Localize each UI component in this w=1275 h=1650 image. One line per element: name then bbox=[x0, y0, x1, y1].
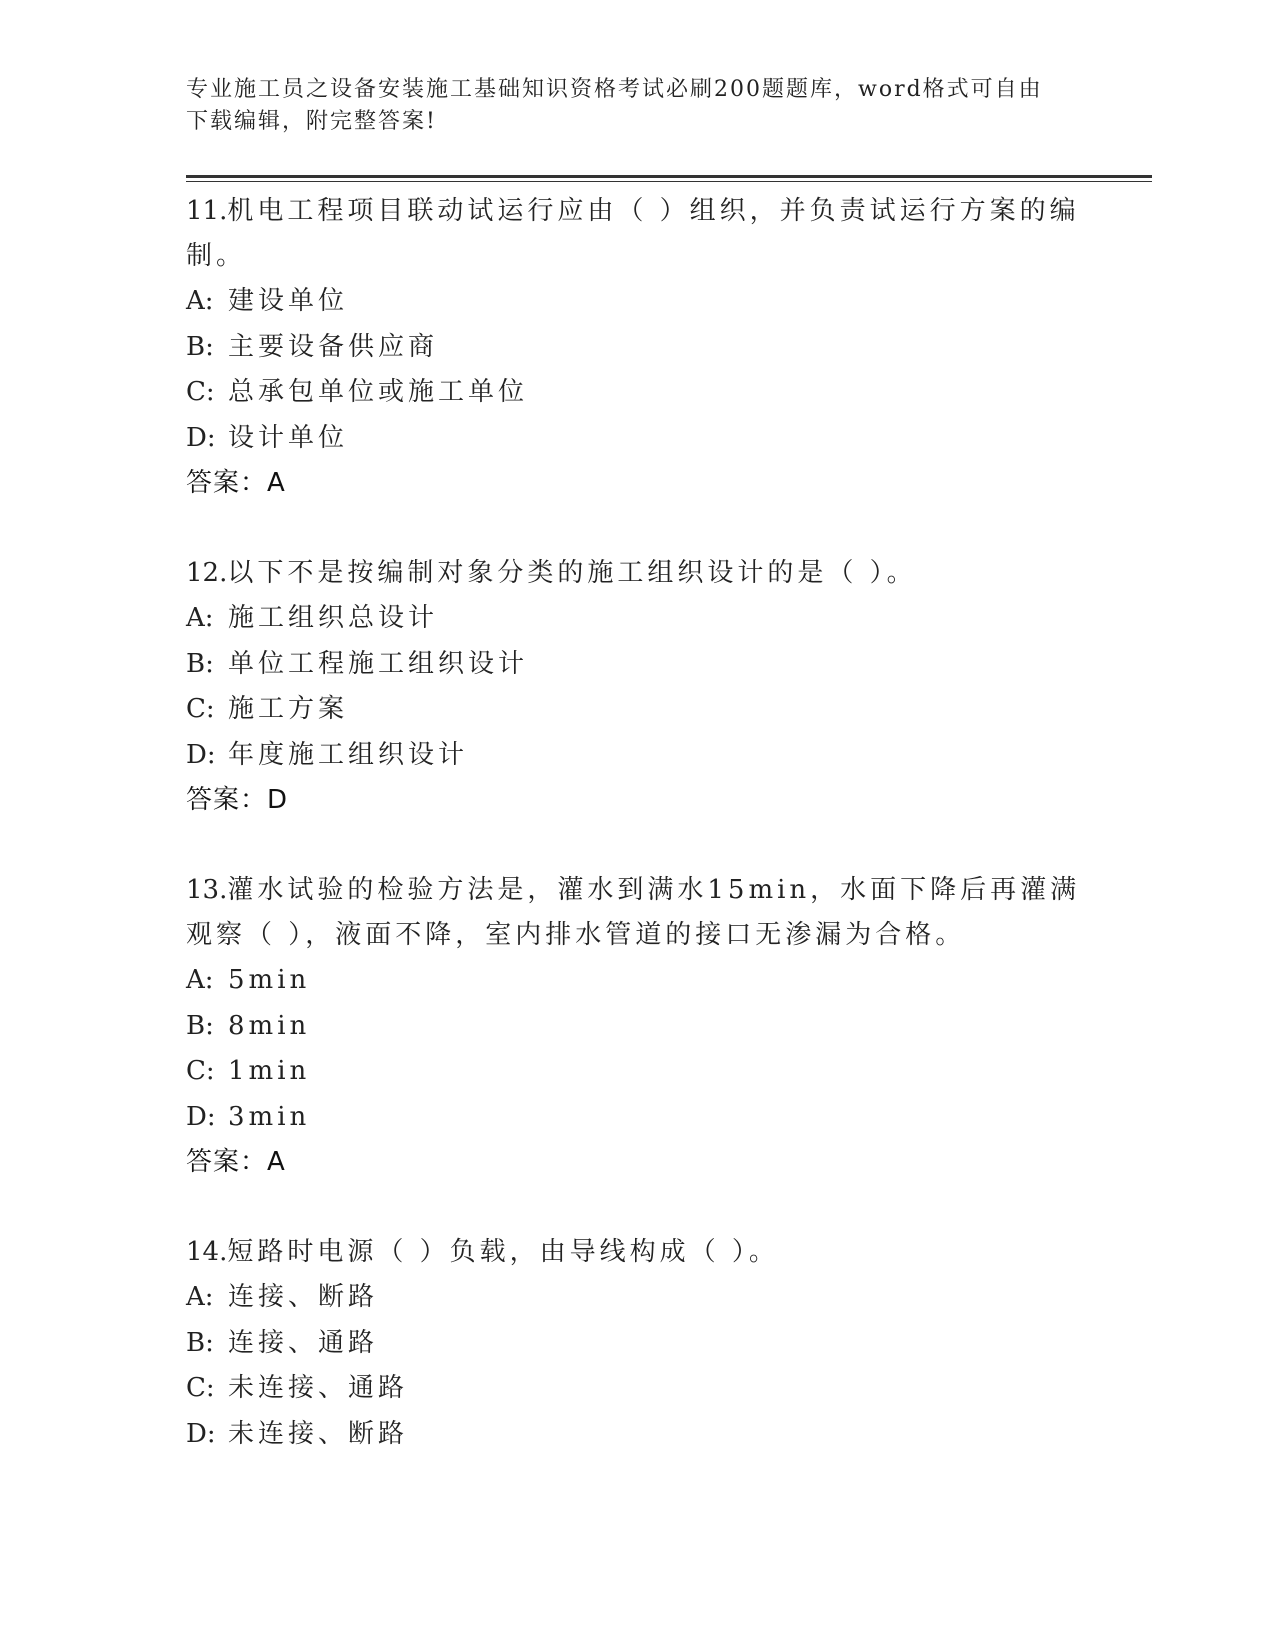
question-text: 以下不是按编制对象分类的施工组织设计的是（ ）。 bbox=[227, 558, 917, 588]
option-text: 施工组织总设计 bbox=[228, 603, 439, 633]
option-d bbox=[186, 1412, 1086, 1458]
option-key: B: bbox=[186, 331, 214, 362]
option-text: 未连接、断路 bbox=[228, 1418, 409, 1449]
option-text: 总承包单位或施工单位 bbox=[228, 377, 529, 407]
option-c bbox=[186, 1366, 1086, 1412]
document-header: 专业施工员之设备安装施工基础知识资格考试必刷200题题库，word格式可自由下载编辑，附完整答案! bbox=[186, 77, 1043, 134]
option-b bbox=[186, 1004, 1086, 1050]
option-text: 8min bbox=[228, 1010, 311, 1041]
question-stem bbox=[186, 1230, 1086, 1275]
option-b bbox=[186, 1321, 1086, 1367]
option-key: A: bbox=[186, 603, 214, 633]
option-key: A: bbox=[186, 965, 214, 995]
question-stem bbox=[186, 868, 1086, 958]
option-b bbox=[186, 325, 1086, 371]
question-11 bbox=[186, 189, 1086, 506]
question-number: 14. bbox=[186, 1237, 228, 1267]
question-number: 11. bbox=[186, 196, 228, 226]
option-key: C: bbox=[186, 1373, 215, 1403]
option-key: B: bbox=[186, 1010, 214, 1041]
option-text: 年度施工组织设计 bbox=[228, 739, 469, 770]
option-a bbox=[186, 958, 1086, 1004]
question-stem bbox=[186, 551, 1086, 596]
option-key: A: bbox=[186, 286, 214, 316]
question-13 bbox=[186, 868, 1086, 1185]
answer-line: 答案：A bbox=[186, 468, 286, 498]
option-key: B: bbox=[186, 648, 214, 679]
question-12 bbox=[186, 551, 1086, 823]
question-text: 短路时电源（ ）负载，由导线构成（ ）。 bbox=[227, 1237, 779, 1267]
answer-line: 答案：A bbox=[186, 1147, 286, 1177]
question-14 bbox=[186, 1230, 1086, 1457]
option-a bbox=[186, 596, 1086, 642]
question-number: 13. bbox=[186, 875, 228, 905]
option-text: 建设单位 bbox=[228, 286, 349, 316]
answer-line: 答案：D bbox=[186, 785, 289, 815]
option-key: D: bbox=[186, 739, 216, 770]
option-d bbox=[186, 416, 1086, 462]
option-text: 连接、通路 bbox=[228, 1327, 379, 1358]
option-key: D: bbox=[186, 1418, 216, 1449]
option-key: C: bbox=[186, 1056, 215, 1086]
header-divider-thick bbox=[186, 175, 1152, 178]
option-c bbox=[186, 370, 1086, 416]
option-text: 1min bbox=[228, 1056, 311, 1086]
option-key: A: bbox=[186, 1282, 214, 1312]
option-text: 单位工程施工组织设计 bbox=[228, 648, 529, 679]
option-text: 未连接、通路 bbox=[228, 1373, 409, 1403]
option-c bbox=[186, 687, 1086, 733]
option-b bbox=[186, 642, 1086, 688]
option-a bbox=[186, 1275, 1086, 1321]
option-key: D: bbox=[186, 422, 216, 453]
question-number: 12. bbox=[186, 558, 228, 588]
option-text: 主要设备供应商 bbox=[228, 331, 439, 362]
header-divider-thin bbox=[186, 181, 1152, 182]
option-text: 3min bbox=[228, 1101, 311, 1132]
option-d bbox=[186, 733, 1086, 779]
option-key: B: bbox=[186, 1327, 214, 1358]
option-key: D: bbox=[186, 1101, 216, 1132]
option-d bbox=[186, 1095, 1086, 1141]
question-text: 灌水试验的检验方法是，灌水到满水15min，水面下降后再灌满观察（ ），液面不降，室内排水管道的接口无渗漏为合格。 bbox=[186, 875, 1081, 950]
option-text: 施工方案 bbox=[228, 694, 349, 724]
option-key: C: bbox=[186, 694, 215, 724]
option-text: 5min bbox=[228, 965, 311, 995]
question-list bbox=[186, 189, 1086, 1502]
question-stem bbox=[186, 189, 1086, 279]
option-a bbox=[186, 279, 1086, 325]
option-key: C: bbox=[186, 377, 215, 407]
question-text: 机电工程项目联动试运行应由（ ）组织，并负责试运行方案的编制。 bbox=[186, 196, 1080, 271]
option-text: 连接、断路 bbox=[228, 1282, 379, 1312]
option-text: 设计单位 bbox=[228, 422, 349, 453]
option-c bbox=[186, 1049, 1086, 1095]
